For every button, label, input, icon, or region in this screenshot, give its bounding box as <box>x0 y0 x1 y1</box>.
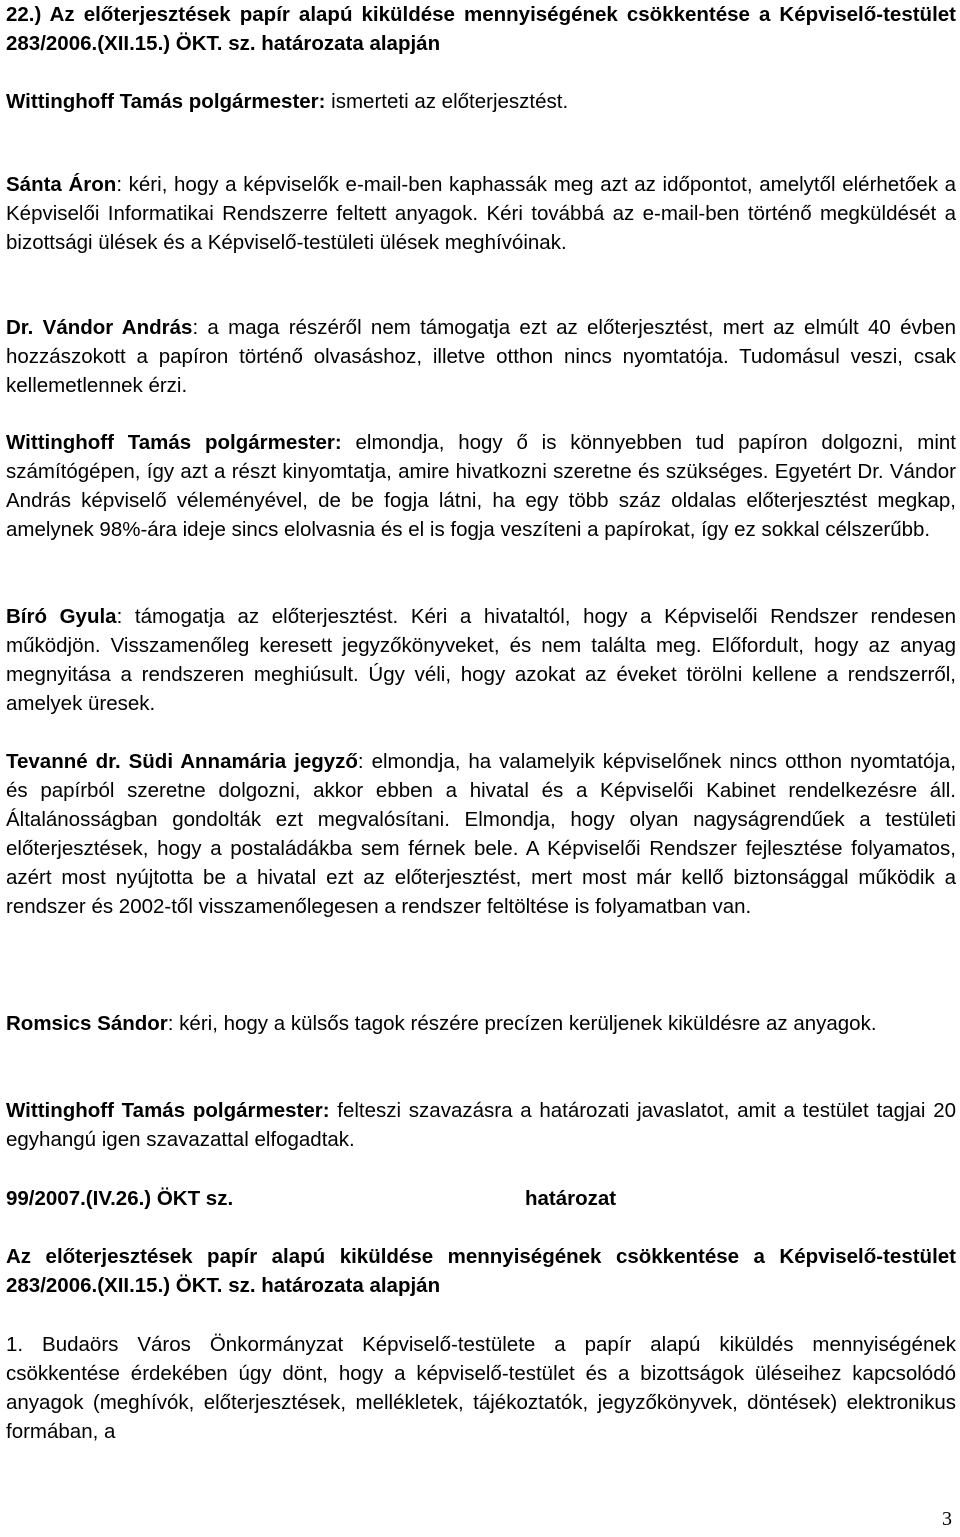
paragraph-8 <box>6 1096 956 1154</box>
speaker-name: Wittinghoff Tamás polgármester: <box>6 431 342 454</box>
paragraph-text: : támogatja az előterjesztést. Kéri a hivataltól, hogy a Képviselői Rendszer rendesen működjön. Visszamenőleg keresett jegyzőkönyveket, és nem találta meg. Előfordult, hogy az anyag megnyitása a rendszeren meghiúsult. Úgy véli, hogy azokat az éveket törölni kellene a rendszerről, amelyek üresek. <box>6 605 956 715</box>
paragraph-2 <box>6 170 956 257</box>
speaker-name: Bíró Gyula <box>6 605 117 628</box>
speaker-name: Sánta Áron <box>6 173 117 196</box>
paragraph-5 <box>6 602 956 718</box>
resolution-title: Az előterjesztések papír alapú kiküldése mennyiségének csökkentése a Képviselő-testület 283/2006.(XII.15.) ÖKT. sz. határozata alapján <box>6 1245 956 1297</box>
speaker-name: Wittinghoff Tamás polgármester: <box>6 1099 330 1122</box>
paragraph-text: ismerteti az előterjesztést. <box>325 90 569 113</box>
paragraph-text: : kéri, hogy a külsős tagok részére precízen kerüljenek kiküldésre az anyagok. <box>167 1012 877 1035</box>
speaker-name: Wittinghoff Tamás polgármester: <box>6 90 326 113</box>
paragraph-text: : kéri, hogy a képviselők e-mail-ben kaphassák meg azt az időpontot, amelytől elérhetőek a Képviselői Informatikai Rendszerre feltett anyagok. Kéri továbbá az e-mail-ben történő megküldését a bizottsági ülések és a Képviselő-testületi ülések meghívóinak. <box>6 173 956 254</box>
speaker-name: Dr. Vándor András <box>6 316 193 339</box>
resolution-label: határozat <box>525 1187 617 1210</box>
resolution-point-1: 1. Budaörs Város Önkormányzat Képviselő-testülete a papír alapú kiküldés mennyiségének csökkentése érdekében úgy dönt, hogy a képviselő-testület és a bizottságok üléseihez kapcsolódó anyagok (meghívók, előterjesztések, mellékletek, tájékoztatók, jegyzőkönyvek, döntések) elektronikus formában, a <box>6 1333 956 1443</box>
speaker-name: Tevanné dr. Südi Annamária jegyző <box>6 750 358 773</box>
paragraph-text: : a maga részéről nem támogatja ezt az előterjesztést, mert az elmúlt 40 évben hozzászokott a papíron történő olvasáshoz, illetve otthon nincs nyomtatója. Tudomásul veszi, csak kellemetlennek érzi. <box>6 316 956 397</box>
paragraph-text: felteszi szavazásra a határozati javaslatot, amit a testület tagjai 20 egyhangú igen szavazattal elfogadtak. <box>6 1099 957 1151</box>
paragraph-4 <box>6 428 956 544</box>
paragraph-6 <box>6 747 956 921</box>
resolution-number: 99/2007.(IV.26.) ÖKT sz. <box>6 1187 234 1210</box>
paragraph-1 <box>6 87 956 116</box>
paragraph-7 <box>6 1009 956 1038</box>
paragraph-text: : elmondja, ha valamelyik képviselőnek nincs otthon nyomtatója, és papírból szeretne dolgozni, akkor ebben a hivatal és a Képviselői Kabinet rendelkezésre áll. Általánosságban gondolták ezt megvalósítani. Elmondja, hogy olyan nagyságrendűek a testületi előterjesztések, hogy a postaládákba sem férnek bele. A Képviselői Rendszer fejlesztése folyamatos, azért most nyújtotta be a hivatal ezt az előterjesztést, mert most már kellő biztonsággal működik a rendszer és 2002-től visszamenőlegesen a rendszer feltöltése is folyamatban van. <box>6 750 956 918</box>
page-number: 3 <box>942 1508 952 1530</box>
speaker-name: Romsics Sándor <box>6 1012 168 1035</box>
paragraph-3 <box>6 313 956 400</box>
paragraph-text: elmondja, hogy ő is könnyebben tud papíron dolgozni, mint számítógépen, így azt a részt kinyomtatja, amire hivatkozni szeretne és szükséges. Egyetért Dr. Vándor András képviselő véleményével, de be fogja látni, ha egy több száz oldalas előterjesztést megkap, amelynek 98%-ára ideje sincs elolvasnia és el is fogja veszíteni a papírokat, így ez sokkal célszerűbb. <box>6 431 957 541</box>
item-title: 22.) Az előterjesztések papír alapú kiküldése mennyiségének csökkentése a Képviselő-testület 283/2006.(XII.15.) ÖKT. sz. határozata alapján <box>6 3 956 55</box>
